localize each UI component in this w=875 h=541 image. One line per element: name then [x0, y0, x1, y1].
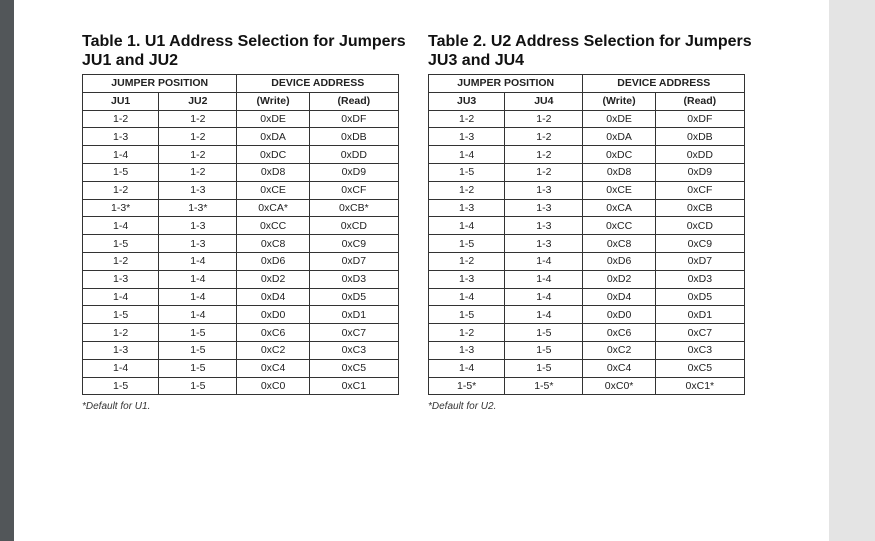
table1-col-ju2: JU2 — [159, 92, 237, 110]
table-cell: 1-2 — [83, 181, 159, 199]
table-cell: 1-4 — [83, 146, 159, 164]
table-cell: 1-3 — [83, 270, 159, 288]
table-row — [429, 199, 745, 217]
table-cell: 1-4 — [159, 270, 237, 288]
table-cell: 0xDC — [237, 146, 309, 164]
table2-col-ju3: JU3 — [429, 92, 505, 110]
table1-body — [83, 110, 399, 395]
table-cell: 0xC2 — [583, 341, 655, 359]
table-cell: 1-5 — [429, 306, 505, 324]
table-cell: 1-4 — [505, 288, 583, 306]
table-cell: 0xDB — [309, 128, 398, 146]
table-cell: 1-2 — [429, 181, 505, 199]
table-cell: 1-3 — [159, 217, 237, 235]
table-row — [83, 163, 399, 181]
table-row — [83, 377, 399, 395]
table-cell: 1-4 — [429, 146, 505, 164]
table-row — [429, 324, 745, 342]
table2-col-write: (Write) — [583, 92, 655, 110]
table-row — [429, 341, 745, 359]
table-row — [83, 110, 399, 128]
viewer-background-left — [0, 0, 14, 541]
table-cell: 0xD4 — [583, 288, 655, 306]
table-cell: 1-2 — [429, 324, 505, 342]
table-cell: 0xC0 — [237, 377, 309, 395]
table-cell: 0xD9 — [655, 163, 744, 181]
table2-footnote: *Default for U2. — [428, 401, 497, 413]
table1 — [82, 74, 399, 395]
table1-footnote: *Default for U1. — [82, 401, 151, 413]
table-row — [429, 252, 745, 270]
table-row — [429, 235, 745, 253]
document-page — [14, 0, 829, 541]
table-cell: 1-4 — [159, 306, 237, 324]
table-cell: 1-3 — [505, 217, 583, 235]
table-cell: 0xDA — [583, 128, 655, 146]
table-cell: 0xC4 — [237, 359, 309, 377]
table-cell: 1-5 — [159, 377, 237, 395]
table-cell: 1-4 — [159, 252, 237, 270]
table-row — [429, 377, 745, 395]
table1-block — [82, 32, 412, 412]
table-cell: 1-3 — [83, 128, 159, 146]
table-cell: 1-3 — [429, 270, 505, 288]
table-row — [429, 306, 745, 324]
table-cell: 1-2 — [505, 146, 583, 164]
table-cell: 0xD2 — [237, 270, 309, 288]
table-cell: 1-5 — [159, 341, 237, 359]
table-cell: 0xDD — [655, 146, 744, 164]
table-cell: 0xCA* — [237, 199, 309, 217]
table-cell: 1-2 — [429, 252, 505, 270]
table2-group-device-address: DEVICE ADDRESS — [583, 75, 745, 93]
table-cell: 0xD3 — [655, 270, 744, 288]
table-cell: 0xCA — [583, 199, 655, 217]
table-cell: 0xD6 — [583, 252, 655, 270]
table-cell: 1-2 — [429, 110, 505, 128]
table-cell: 1-5 — [505, 341, 583, 359]
table-cell: 0xC9 — [309, 235, 398, 253]
table-cell: 1-5 — [159, 324, 237, 342]
table-cell: 1-4 — [83, 359, 159, 377]
table-cell: 0xCD — [309, 217, 398, 235]
viewer-scroll-gutter[interactable] — [829, 0, 875, 541]
table-row — [83, 128, 399, 146]
table-cell: 0xC1* — [655, 377, 744, 395]
table-cell: 1-5* — [429, 377, 505, 395]
table-cell: 1-2 — [83, 324, 159, 342]
table-cell: 1-3* — [159, 199, 237, 217]
table-cell: 0xD0 — [237, 306, 309, 324]
table-row — [83, 146, 399, 164]
table1-title: Table 1. U1 Address Selection for Jumpers JU1 and JU2 — [82, 33, 406, 69]
table-cell: 1-2 — [505, 163, 583, 181]
table-cell: 1-4 — [505, 270, 583, 288]
table-cell: 1-5* — [505, 377, 583, 395]
table-row — [83, 235, 399, 253]
table-cell: 1-3 — [83, 341, 159, 359]
table-row — [83, 199, 399, 217]
table2 — [428, 74, 745, 395]
table-cell: 1-3 — [159, 235, 237, 253]
table2-col-read: (Read) — [655, 92, 744, 110]
table-cell: 0xDE — [237, 110, 309, 128]
table-cell: 0xD8 — [237, 163, 309, 181]
table-row — [83, 341, 399, 359]
table-row — [83, 288, 399, 306]
table-row — [429, 181, 745, 199]
table-row — [83, 270, 399, 288]
table-cell: 0xD2 — [583, 270, 655, 288]
table-cell: 1-2 — [159, 146, 237, 164]
table-cell: 0xCF — [309, 181, 398, 199]
table-cell: 1-4 — [159, 288, 237, 306]
table-row — [429, 359, 745, 377]
table-cell: 1-2 — [505, 128, 583, 146]
table-cell: 1-4 — [429, 359, 505, 377]
table-cell: 0xCB* — [309, 199, 398, 217]
table-cell: 0xC3 — [655, 341, 744, 359]
table-cell: 0xD7 — [309, 252, 398, 270]
table-cell: 0xC0* — [583, 377, 655, 395]
table-cell: 0xD6 — [237, 252, 309, 270]
table-cell: 0xDE — [583, 110, 655, 128]
table-cell: 0xC8 — [583, 235, 655, 253]
table-cell: 1-3 — [505, 181, 583, 199]
table-cell: 0xC2 — [237, 341, 309, 359]
table-cell: 1-4 — [429, 217, 505, 235]
table-cell: 1-2 — [83, 252, 159, 270]
table-cell: 1-4 — [505, 306, 583, 324]
table1-col-write: (Write) — [237, 92, 309, 110]
table-cell: 1-5 — [83, 163, 159, 181]
table-cell: 0xCE — [583, 181, 655, 199]
table-cell: 0xD5 — [309, 288, 398, 306]
table-cell: 0xDF — [309, 110, 398, 128]
table-row — [83, 217, 399, 235]
table-cell: 1-4 — [505, 252, 583, 270]
table-cell: 0xC8 — [237, 235, 309, 253]
table-cell: 0xD3 — [309, 270, 398, 288]
table-row — [83, 181, 399, 199]
table-cell: 0xC7 — [309, 324, 398, 342]
table-cell: 1-5 — [505, 324, 583, 342]
table-row — [83, 306, 399, 324]
table-cell: 0xC5 — [655, 359, 744, 377]
table-cell: 1-3 — [429, 199, 505, 217]
table2-group-jumper-position: JUMPER POSITION — [429, 75, 583, 93]
table1-group-device-address: DEVICE ADDRESS — [237, 75, 399, 93]
table-cell: 1-3 — [429, 128, 505, 146]
table-cell: 0xCB — [655, 199, 744, 217]
table-row — [429, 146, 745, 164]
table-cell: 0xC6 — [583, 324, 655, 342]
table-cell: 0xCF — [655, 181, 744, 199]
table2-body — [429, 110, 745, 395]
table-cell: 1-2 — [159, 110, 237, 128]
table-row — [429, 110, 745, 128]
table-cell: 0xDF — [655, 110, 744, 128]
table-cell: 0xC7 — [655, 324, 744, 342]
table-cell: 0xD9 — [309, 163, 398, 181]
table-cell: 1-2 — [505, 110, 583, 128]
table-cell: 1-3 — [505, 235, 583, 253]
table-row — [83, 324, 399, 342]
table1-col-read: (Read) — [309, 92, 398, 110]
table-cell: 1-2 — [159, 128, 237, 146]
table-cell: 1-3 — [505, 199, 583, 217]
table-cell: 0xDC — [583, 146, 655, 164]
table-row — [429, 217, 745, 235]
table-cell: 0xC4 — [583, 359, 655, 377]
table-cell: 1-5 — [83, 377, 159, 395]
table-cell: 0xCC — [583, 217, 655, 235]
table-cell: 1-3 — [429, 341, 505, 359]
table-cell: 1-2 — [83, 110, 159, 128]
table-cell: 0xC3 — [309, 341, 398, 359]
table-cell: 1-5 — [429, 163, 505, 181]
table-row — [429, 163, 745, 181]
table-cell: 1-2 — [159, 163, 237, 181]
table2-col-ju4: JU4 — [505, 92, 583, 110]
table-cell: 0xDA — [237, 128, 309, 146]
table-cell: 1-5 — [83, 235, 159, 253]
table-cell: 1-4 — [429, 288, 505, 306]
table-cell: 0xDB — [655, 128, 744, 146]
table-cell: 0xD1 — [655, 306, 744, 324]
table-cell: 1-5 — [429, 235, 505, 253]
table-cell: 1-3 — [159, 181, 237, 199]
table-cell: 1-5 — [159, 359, 237, 377]
table-cell: 1-4 — [83, 217, 159, 235]
table-cell: 1-5 — [83, 306, 159, 324]
table2-title: Table 2. U2 Address Selection for Jumpers JU3 and JU4 — [428, 33, 752, 69]
table-cell: 0xCE — [237, 181, 309, 199]
table-row — [429, 128, 745, 146]
table-cell: 0xC9 — [655, 235, 744, 253]
table-cell: 0xDD — [309, 146, 398, 164]
table-cell: 0xCC — [237, 217, 309, 235]
table-row — [83, 252, 399, 270]
table-row — [83, 359, 399, 377]
table-cell: 1-4 — [83, 288, 159, 306]
table-cell: 0xC1 — [309, 377, 398, 395]
table-cell: 0xD0 — [583, 306, 655, 324]
table-cell: 0xD8 — [583, 163, 655, 181]
table-cell: 0xD1 — [309, 306, 398, 324]
table-cell: 0xC5 — [309, 359, 398, 377]
table-row — [429, 270, 745, 288]
table-cell: 0xC6 — [237, 324, 309, 342]
table-cell: 1-3* — [83, 199, 159, 217]
table-cell: 0xD5 — [655, 288, 744, 306]
table-cell: 0xCD — [655, 217, 744, 235]
table-cell: 1-5 — [505, 359, 583, 377]
table-cell: 0xD4 — [237, 288, 309, 306]
table1-col-ju1: JU1 — [83, 92, 159, 110]
table1-group-jumper-position: JUMPER POSITION — [83, 75, 237, 93]
table-row — [429, 288, 745, 306]
table-cell: 0xD7 — [655, 252, 744, 270]
table2-block — [428, 32, 758, 412]
